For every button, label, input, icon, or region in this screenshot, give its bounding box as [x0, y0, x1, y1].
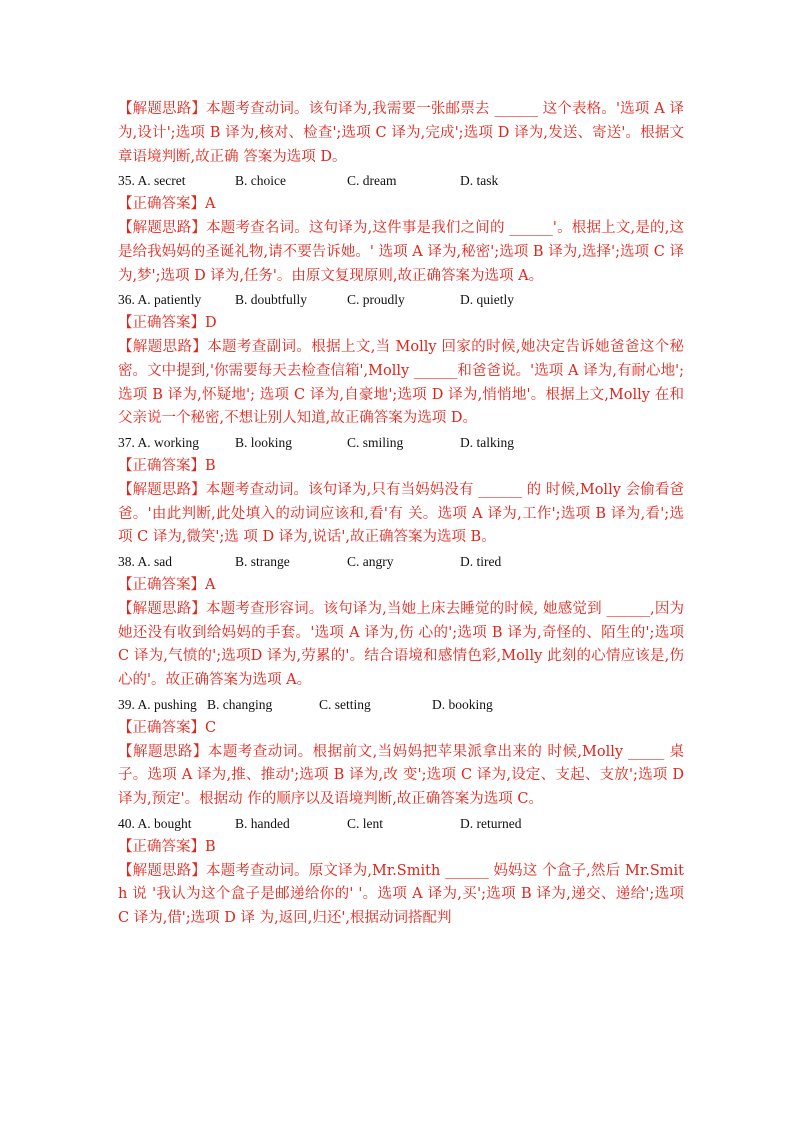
option-d: D. talking	[460, 435, 514, 451]
option-c: C. angry	[347, 554, 394, 570]
option-a: 40. A. bought	[118, 815, 192, 831]
option-c: C. dream	[347, 173, 397, 189]
correct-answer: 【正确答案】D	[118, 315, 217, 332]
option-c: C. proudly	[347, 292, 405, 308]
option-b: B. strange	[235, 554, 290, 570]
option-b: B. handed	[235, 815, 290, 831]
option-d: D. returned	[460, 815, 522, 831]
solution-analysis: 【解题思路】本题考查动词。该句译为,我需要一张邮票去 ______ 这个表格。'选项 A 译为,设计';选项 B 译为,核对、检查';选项 C 译为,完成';选项 D 译为,发送、寄送'。根据文章语境判断,故正确 答案为选项 D。	[118, 101, 684, 165]
option-b: B. looking	[235, 435, 293, 451]
solution-analysis: 【解题思路】本题考查动词。根据前文,当妈妈把苹果派拿出来的 时候,Molly _____ 桌子。选项 A 译为,推、推动';选项 B 译为,改 变';选项 C 译为,设定、支起、支放';选项 D 译为,预定'。根据动 作的顺序以及语境判断,故正确答案为选项 C。	[118, 743, 684, 808]
solution-analysis: 【解题思路】本题考查动词。该句译为,只有当妈妈没有 ______ 的 时候,Molly 会偷看爸爸。'由此判断,此处填入的动词应该和,看'有 关。选项 A 译为,工作';选项 B 译为,看';选项 C 译为,微笑';选 项 D 译为,说话',故正确答案为选项 B。	[118, 481, 684, 546]
option-a: 38. A. sad	[118, 554, 172, 570]
document-page	[118, 98, 684, 931]
option-a: 37. A. working	[118, 435, 199, 451]
option-c: C. smiling	[347, 435, 404, 451]
solution-analysis: 【解题思路】本题考查名词。这句译为,这件事是我们之间的 ______'。根据上文,是的,这是给我妈妈的圣诞礼物,请不要告诉她。' 选项 A 译为,秘密';选项 B 译为,选择';选项 C 译为,梦';选项 D 译为,任务'。由原文复现原则,故正确答案为选项 A。	[118, 219, 684, 284]
option-d: D. task	[460, 173, 499, 189]
option-d: D. booking	[432, 696, 493, 712]
question-options	[118, 288, 684, 312]
option-c: C. setting	[319, 696, 371, 712]
correct-answer: 【正确答案】A	[118, 196, 216, 213]
option-b: B. doubtfully	[235, 292, 308, 308]
question-options	[118, 169, 684, 193]
solution-analysis: 【解题思路】本题考查副词。根据上文,当 Molly 回家的时候,她决定告诉她爸爸这个秘密。文中提到,'你需要每天去检查信箱',Molly ______和爸爸说。'选项 A 译为,有耐心地';选项 B 译为,怀疑地'; 选项 C 译为,自豪地';选项 D 译为,悄悄地'。根据上文,Molly 在和 父亲说一个秘密,不想让别人知道,故正确答案为选项 D。	[118, 338, 684, 427]
option-a: 36. A. patiently	[118, 292, 202, 308]
question-options	[118, 550, 684, 574]
option-c: C. lent	[347, 815, 383, 831]
solution-analysis: 【解题思路】本题考查形容词。该句译为,当她上床去睡觉的时候, 她感觉到 ______,因为她还没有收到给妈妈的手套。'选项 A 译为,伤 心的';选项 B 译为,奇怪的、陌生的';选项 C 译为,气愤的';选项D 译为,劳累的'。结合语境和感情色彩,Molly 此刻的心情应该是,伤 心的'。故正确答案为选项 A。	[118, 600, 684, 689]
question-options	[118, 812, 684, 836]
option-d: D. tired	[460, 554, 502, 570]
option-a: 39. A. pushing	[118, 696, 197, 712]
correct-answer: 【正确答案】B	[118, 457, 216, 474]
option-a: 35. A. secret	[118, 173, 186, 189]
correct-answer: 【正确答案】A	[118, 576, 216, 593]
option-d: D. quietly	[460, 292, 514, 308]
correct-answer: 【正确答案】B	[118, 838, 216, 855]
solution-analysis: 【解题思路】本题考查动词。原文译为,Mr.Smith ______ 妈妈这 个盒子,然后 Mr.Smith 说 '我认为这个盒子是邮递给你的' '。选项 A 译为,买';选项 B 译为,递交、递给';选项 C 译为,借';选项 D 译 为,返回,归还',根据动词搭配判	[118, 862, 684, 927]
correct-answer: 【正确答案】C	[118, 719, 217, 736]
option-b: B. choice	[235, 173, 286, 189]
option-b: B. changing	[207, 696, 273, 712]
question-options	[118, 693, 684, 717]
question-options	[118, 431, 684, 455]
